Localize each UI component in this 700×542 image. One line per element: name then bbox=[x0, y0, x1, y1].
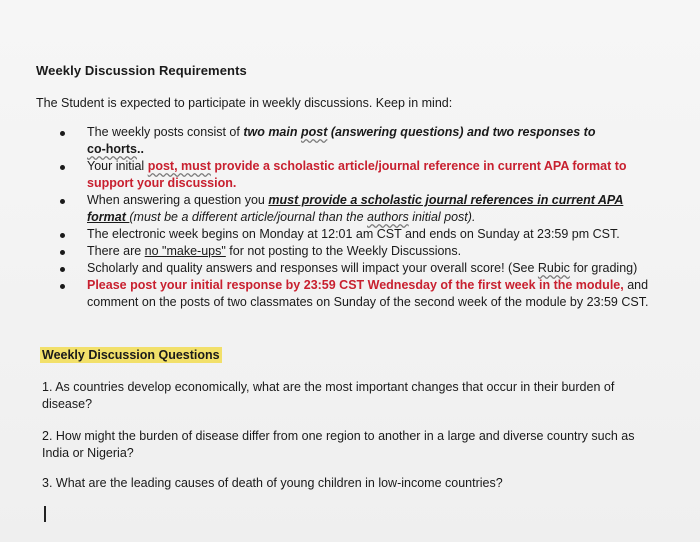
text-red: Please post your initial response by 23:59 CST Wednesday of the first week in the module, bbox=[87, 278, 624, 292]
questions-heading: Weekly Discussion Questions bbox=[42, 348, 220, 362]
text-bold-spellcheck: co-horts bbox=[87, 142, 137, 156]
requirement-item bbox=[60, 192, 650, 226]
text: When answering a question you bbox=[87, 193, 269, 207]
text-bold-underline: must provide a scholastic journal references in current APA format bbox=[87, 193, 624, 224]
requirement-item bbox=[60, 124, 650, 158]
text-bold-spellcheck: post bbox=[300, 125, 328, 139]
text-italic: initial post). bbox=[408, 210, 476, 224]
question-1: 1. As countries develop economically, what are the most important changes that occur in their burden of disease? bbox=[42, 380, 615, 411]
text-italic: (must be a different article/journal than the bbox=[129, 210, 368, 224]
page-title: Weekly Discussion Requirements bbox=[36, 63, 247, 78]
requirement-item bbox=[60, 277, 650, 311]
intro-text: The Student is expected to participate in weekly discussions. Keep in mind: bbox=[36, 96, 453, 110]
text: Your initial bbox=[87, 159, 148, 173]
question-3: 3. What are the leading causes of death of young children in low-income countries? bbox=[42, 476, 503, 490]
text-italic-spellcheck: authors bbox=[367, 210, 409, 224]
text: The electronic week begins on Monday at 12:01 am CST and ends on Sunday at 23:59 pm CST. bbox=[87, 227, 620, 241]
question-2: 2. How might the burden of disease differ from one region to another in a large and diverse country such as India or Nigeria? bbox=[42, 429, 635, 460]
text: for not posting to the Weekly Discussions. bbox=[225, 244, 462, 258]
text: Scholarly and quality answers and responses will impact your overall score! (See bbox=[87, 261, 538, 275]
text-red: provide a scholastic article/journal reference in current APA format to support your discussion. bbox=[87, 159, 627, 190]
requirement-item bbox=[60, 243, 650, 260]
text-red-spellcheck: post, must bbox=[147, 159, 211, 173]
text-cursor[interactable] bbox=[44, 506, 46, 522]
requirement-item bbox=[60, 158, 650, 192]
text-bold: two main bbox=[243, 125, 301, 139]
requirement-item bbox=[60, 226, 650, 243]
text-bold: (answering questions) and two responses to bbox=[327, 125, 596, 139]
text: for grading) bbox=[569, 261, 638, 275]
text-underline: no "make-ups" bbox=[144, 244, 226, 258]
requirements-list bbox=[60, 124, 650, 311]
requirement-item bbox=[60, 260, 650, 277]
text: and comment on the posts of two classmates on Sunday of the second week of the module by 23:59 CST. bbox=[87, 278, 649, 309]
text: The weekly posts consist of bbox=[87, 125, 244, 139]
text-spellcheck: Rubic bbox=[537, 261, 570, 275]
text-bold: .. bbox=[137, 142, 144, 156]
text: There are bbox=[87, 244, 145, 258]
